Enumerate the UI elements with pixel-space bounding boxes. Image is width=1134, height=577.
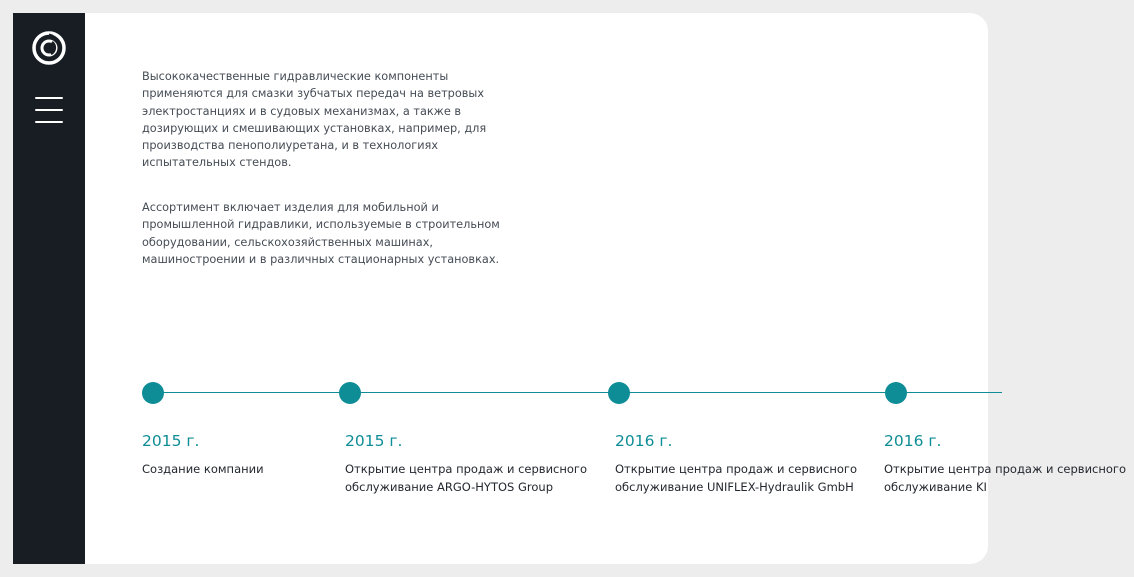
timeline-dot (142, 382, 164, 404)
event-year: 2015 г. (142, 432, 200, 450)
page-frame (13, 13, 1127, 564)
timeline-dot (885, 382, 907, 404)
event-description: Открытие центра продаж и сервисного обслуживание ARGO-HYTOS Group (345, 462, 588, 494)
timeline-event (884, 431, 1127, 496)
timeline-event (345, 431, 605, 496)
main-content (85, 13, 1127, 564)
brand-swirl-icon[interactable] (30, 29, 68, 67)
intro-paragraph-1: Высококачественные гидравлические компоненты применяются для смазки зубчатых передач на ветровых электростанциях и в судовых механизмах, а также в дозирующих и смешивающих установках, например, для производства пенополиуретана, и в технологиях испытательных стендов. (142, 70, 487, 170)
event-description: Открытие центра продаж и сервисного обслуживание KI (884, 462, 1127, 494)
timeline-line (142, 392, 1002, 393)
event-year: 2016 г. (884, 432, 942, 450)
timeline-dot (608, 382, 630, 404)
intro-paragraph-2: Ассортимент включает изделия для мобильной и промышленной гидравлики, используемые в строительном оборудовании, сельскохозяйственных машинах, машиностроении и в различных стационарных установках. (142, 201, 500, 266)
sidebar (13, 13, 85, 564)
hamburger-menu-icon[interactable] (35, 97, 63, 123)
event-description: Создание компании (142, 462, 264, 476)
event-year: 2015 г. (345, 432, 403, 450)
event-year: 2016 г. (615, 432, 673, 450)
event-description: Открытие центра продаж и сервисного обслуживание UNIFLEX-Hydraulik GmbH (615, 462, 858, 494)
timeline-event (615, 431, 875, 496)
timeline-dot (339, 382, 361, 404)
